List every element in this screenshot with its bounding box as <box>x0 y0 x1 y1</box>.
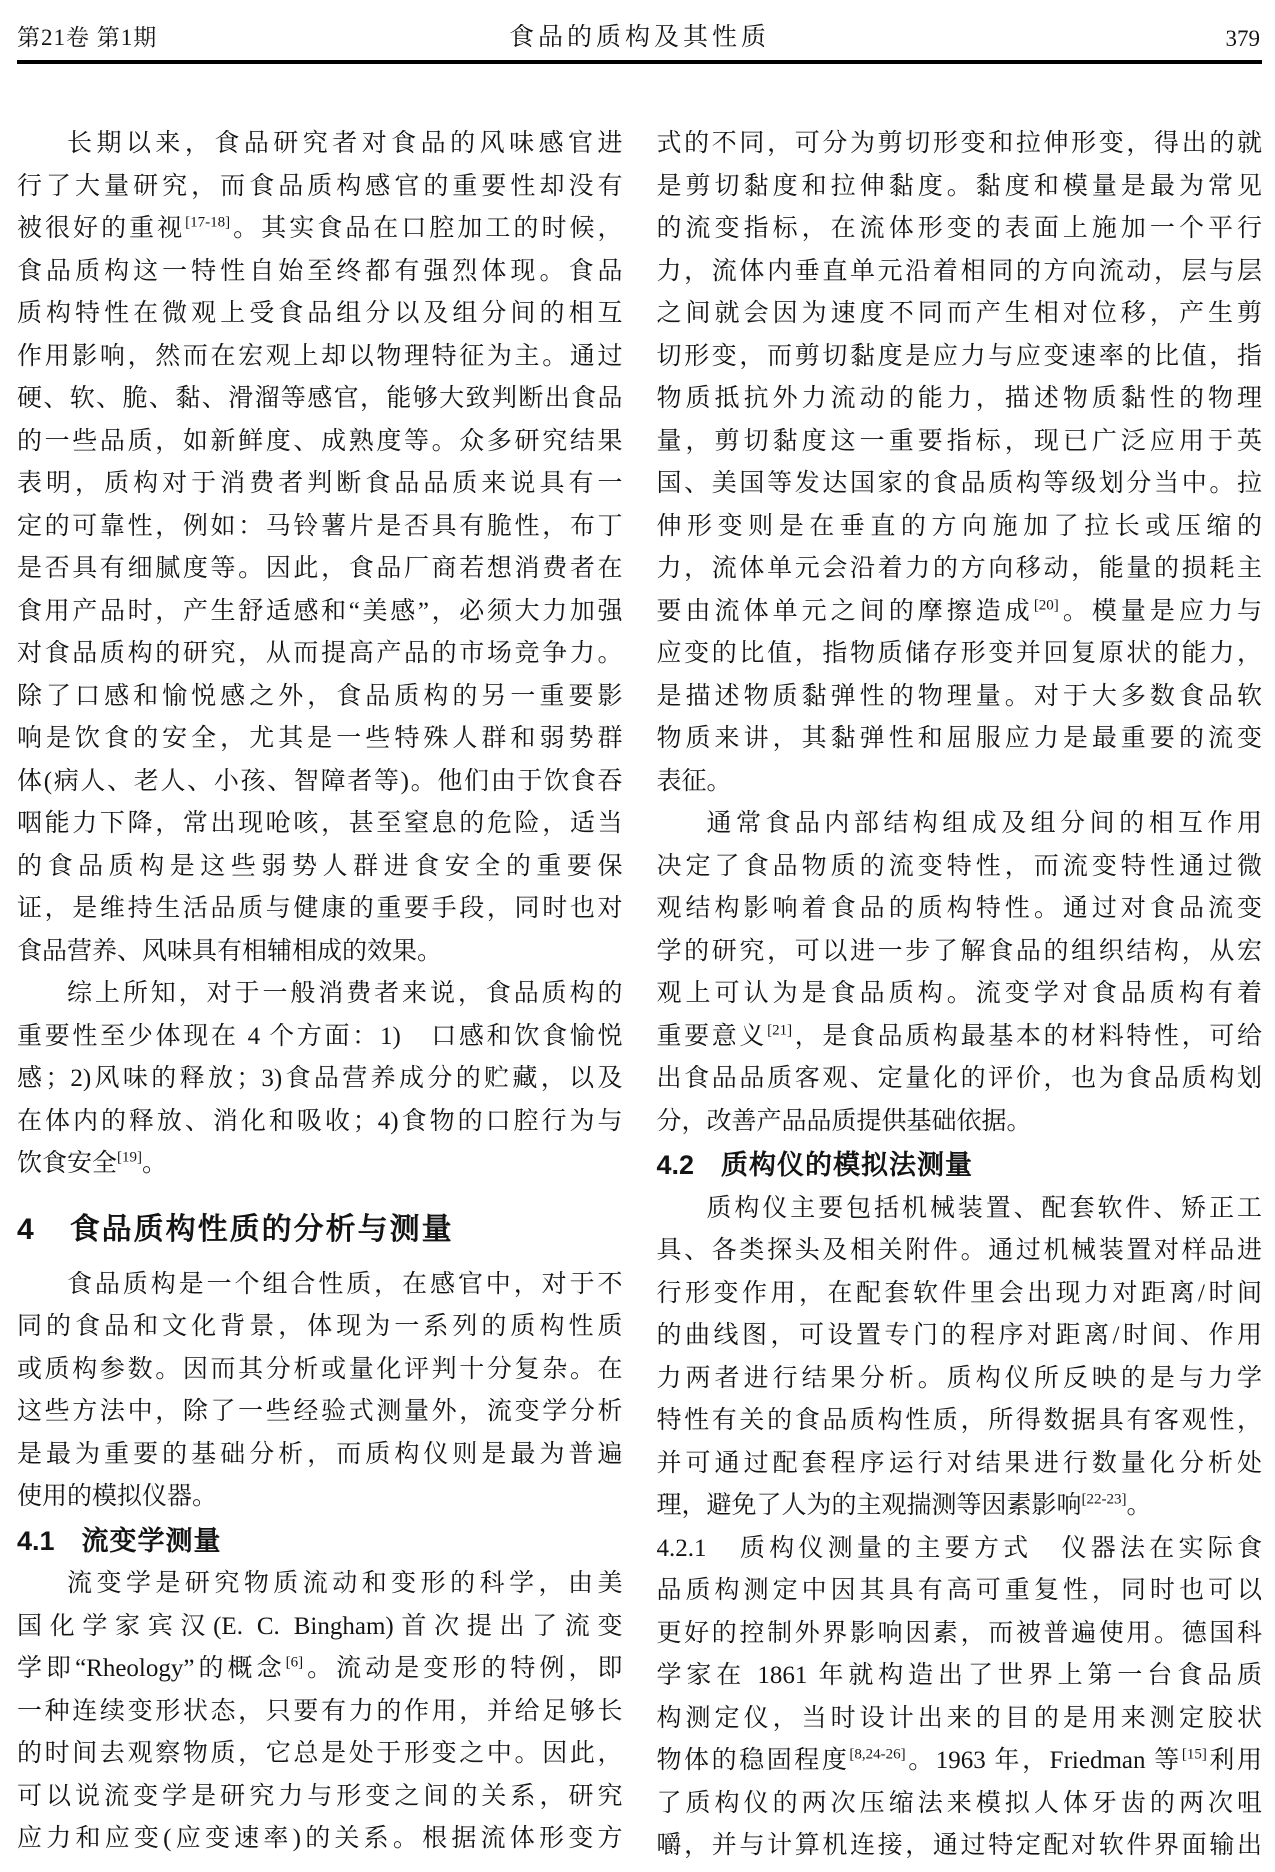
volume-issue: 第21卷 第1期 <box>17 25 158 50</box>
text-line: 式的不同，可分为剪切形变和拉伸形变，得出的就 <box>656 130 1262 157</box>
text-line: 物体的稳固程度[8,24-26]。1963 年，Friedman 等[15]利用 <box>656 1746 1262 1774</box>
text-line: 表明，质构对于消费者判断食品品质来说具有一 <box>17 470 623 497</box>
left-column <box>17 123 623 1868</box>
paragraph <box>657 123 1263 803</box>
right-column <box>657 123 1263 1868</box>
text-line: 切形变，而剪切黏度是应力与应变速率的比值，指 <box>656 342 1262 370</box>
running-head <box>17 0 1262 60</box>
text-line: 感；2)风味的释放；3)食品营养成分的贮藏，以及 <box>17 1065 623 1092</box>
text-line: 构测定仪，当时设计出来的目的是用来测定胶状 <box>656 1704 1262 1732</box>
running-title: 食品的质构及其性质 <box>508 24 770 51</box>
text-line: 在体内的释放、消化和吸收；4)食物的口腔行为与 <box>17 1107 623 1135</box>
page-number: 379 <box>1225 26 1260 51</box>
text-line: 物质来讲，其黏弹性和屈服应力是最重要的流变 <box>656 725 1262 752</box>
text-line: 除了口感和愉悦感之外，食品质构的另一重要影 <box>17 682 623 710</box>
text-line: 同的食品和文化背景，体现为一系列的质构性质 <box>17 1313 623 1340</box>
section-number: 4.1 <box>17 1525 55 1556</box>
text-line: 力两者进行结果分析。质构仪所反映的是与力学 <box>656 1364 1262 1392</box>
text-line: 量，剪切黏度这一重要指标，现已广泛应用于英 <box>656 427 1262 455</box>
text-line: 观上可认为是食品质构。流变学对食品质构有着 <box>656 980 1262 1007</box>
text-line: 决定了食品物质的流变特性，而流变特性通过微 <box>656 852 1262 880</box>
text-line: 行形变作用，在配套软件里会出现力对距离/时间 <box>656 1279 1262 1307</box>
text-line: 学家在 1861 年就构造出了世界上第一台食品质 <box>656 1662 1262 1689</box>
text-line: 物质抵抗外力流动的能力，描述物质黏性的物理 <box>656 385 1262 412</box>
text-line: 流变学是研究物质流动和变形的科学，由美 <box>67 1570 623 1597</box>
paragraph <box>17 1563 623 1861</box>
text-line: 国、美国等发达国家的食品质构等级划分当中。拉 <box>656 470 1262 497</box>
text-line: 理，避免了人为的主观揣测等因素影响[22-23]。 <box>656 1491 1152 1519</box>
text-line: 质构特性在微观上受食品组分以及组分间的相互 <box>17 300 623 327</box>
citation-ref: [22-23] <box>1081 1491 1127 1508</box>
text-line: 的曲线图，可设置专门的程序对距离/时间、作用 <box>656 1322 1262 1349</box>
text-line: 食品营养、风味具有相辅相成的效果。 <box>17 937 443 965</box>
text-line: 伸形变则是在垂直的方向施加了拉长或压缩的 <box>656 512 1262 540</box>
citation-ref: [20] <box>1033 597 1059 614</box>
text-line: 可以说流变学是研究力与形变之间的关系，研究 <box>17 1782 623 1810</box>
text-line: 证，是维持生活品质与健康的重要手段，同时也对 <box>17 895 623 922</box>
text-line: 体(病人、老人、小孩、智障者等)。他们由于饮食吞 <box>17 767 623 795</box>
text-line: 一种连续变形状态，只要有力的作用，并给足够长 <box>17 1697 623 1725</box>
text-line: 分，改善产品品质提供基础依据。 <box>656 1107 1032 1135</box>
text-line: 食用产品时，产生舒适感和“美感”，必须大力加强 <box>17 597 623 625</box>
section-number: 4 <box>17 1212 34 1246</box>
text-line: 应变的比值，指物质储存形变并回复原状的能力， <box>656 640 1262 667</box>
text-line: 应力和应变(应变速率)的关系。根据流体形变方 <box>17 1825 623 1852</box>
text-line: 质构仪主要包括机械装置、配套软件、矫正工 <box>706 1194 1262 1222</box>
section-number: 4.2 <box>656 1150 695 1180</box>
text-line: 这些方法中，除了一些经验式测量外，流变学分析 <box>17 1398 623 1425</box>
citation-ref: [19] <box>117 1149 143 1166</box>
text-line: 使用的模拟仪器。 <box>17 1483 218 1510</box>
paragraph <box>657 1528 1263 1868</box>
text-line: 力，流体单元会沿着力的方向移动，能量的损耗主 <box>656 555 1262 582</box>
text-line: 重要性至少体现在 4 个方面：1) 口感和饮食愉悦 <box>17 1022 623 1050</box>
text-line: 食品质构是一个组合性质，在感官中，对于不 <box>67 1270 623 1298</box>
text-line: 长期以来，食品研究者对食品的风味感官进 <box>67 130 623 157</box>
citation-ref: [17-18] <box>185 214 231 231</box>
paragraph <box>17 123 623 973</box>
text-line: 通常食品内部结构组成及组分间的相互作用 <box>706 810 1262 837</box>
section-heading-4 <box>17 1210 623 1250</box>
text-line: 综上所知，对于一般消费者来说，食品质构的 <box>67 980 623 1007</box>
text-line: 食品质构这一特性自始至终都有强烈体现。食品 <box>17 257 623 285</box>
text-line: 观结构影响着食品的质构特性。通过对食品流变 <box>656 895 1262 922</box>
section-heading-4.1 <box>17 1520 623 1563</box>
text-line: 出食品品质客观、定量化的评价，也为食品质构划 <box>656 1065 1262 1092</box>
text-line: 的时间去观察物质，它总是处于形变之中。因此， <box>17 1740 623 1767</box>
text-line: 的食品质构是这些弱势人群进食安全的重要保 <box>17 852 623 880</box>
text-line: 了质构仪的两次压缩法来模拟人体牙齿的两次咀 <box>656 1789 1262 1817</box>
citation-ref: [15] <box>1181 1746 1207 1763</box>
text-line: 学的研究，可以进一步了解食品的组织结构，从宏 <box>656 937 1262 965</box>
text-line: 学即“Rheology”的概念[6]。流动是变形的特例，即 <box>17 1654 623 1682</box>
paragraph <box>657 1188 1263 1528</box>
section-title: 质构仪的模拟法测量 <box>721 1150 974 1180</box>
text-line: 特性有关的食品质构性质，所得数据具有客观性， <box>656 1407 1262 1434</box>
text-line: 国化学家宾汉(E. C. Bingham)首次提出了流变 <box>17 1612 623 1640</box>
text-line: 具、各类探头及相关附件。通过机械装置对样品进 <box>656 1237 1262 1264</box>
text-line: 重要意义[21]，是食品质构最基本的材料特性，可给 <box>656 1022 1262 1050</box>
text-line: 嚼，并与计算机连接，通过特定配对软件界面输出 <box>656 1832 1262 1859</box>
text-line: 的一些品质，如新鲜度、成熟度等。众多研究结果 <box>17 427 623 455</box>
text-columns <box>17 123 1262 1868</box>
text-line: 是剪切黏度和拉伸黏度。黏度和模量是最为常见 <box>656 172 1262 200</box>
text-line: 之间就会因为速度不同而产生相对位移，产生剪 <box>656 300 1262 327</box>
paragraph <box>17 973 623 1186</box>
header-rule <box>17 60 1262 64</box>
section-title: 流变学测量 <box>81 1525 222 1556</box>
text-line: 力，流体内垂直单元沿着相同的方向流动，层与层 <box>656 257 1262 285</box>
text-line: 行了大量研究，而食品质构感官的重要性却没有 <box>17 172 623 200</box>
text-line: 定的可靠性，例如：马铃薯片是否具有脆性，布丁 <box>17 512 623 540</box>
text-line: 是否具有细腻度等。因此，食品厂商若想消费者在 <box>17 555 623 582</box>
citation-ref: [21] <box>767 1022 793 1039</box>
paragraph <box>17 1264 623 1519</box>
text-line: 的流变指标，在流体形变的表面上施加一个平行 <box>656 215 1262 242</box>
text-line: 4.2.1 质构仪测量的主要方式 仪器法在实际食 <box>656 1534 1262 1562</box>
text-line: 要由流体单元之间的摩擦造成[20]。模量是应力与 <box>656 597 1262 625</box>
text-line: 对食品质构的研究，从而提高产品的市场竞争力。 <box>17 640 623 667</box>
text-line: 表征。 <box>656 767 732 795</box>
section-heading-4.2 <box>657 1144 1263 1187</box>
citation-ref: [6] <box>285 1654 304 1671</box>
text-line: 被很好的重视[17-18]。其实食品在口腔加工的时候， <box>17 214 623 242</box>
text-line: 品质构测定中因其具有高可重复性，同时也可以 <box>656 1577 1262 1604</box>
text-line: 作用影响，然而在宏观上却以物理特征为主。通过 <box>17 342 623 370</box>
section-title: 食品质构性质的分析与测量 <box>69 1212 454 1246</box>
paragraph <box>657 803 1263 1143</box>
text-line: 更好的控制外界影响因素，而被普遍使用。德国科 <box>656 1619 1262 1647</box>
text-line: 或质构参数。因而其分析或量化评判十分复杂。在 <box>17 1355 623 1383</box>
citation-ref: [8,24-26] <box>849 1746 906 1763</box>
text-line: 饮食安全[19]。 <box>17 1149 168 1177</box>
text-line: 是最为重要的基础分析，而质构仪则是最为普遍 <box>17 1440 623 1468</box>
text-line: 咽能力下降，常出现呛咳，甚至窒息的危险，适当 <box>17 810 623 837</box>
text-line: 是描述物质黏弹性的物理量。对于大多数食品软 <box>656 682 1262 710</box>
text-line: 响是饮食的安全，尤其是一些特殊人群和弱势群 <box>17 725 623 752</box>
text-line: 硬、软、脆、黏、滑溜等感官，能够大致判断出食品 <box>17 385 623 412</box>
text-line: 并可通过配套程序运行对结果进行数量化分析处 <box>656 1449 1262 1477</box>
